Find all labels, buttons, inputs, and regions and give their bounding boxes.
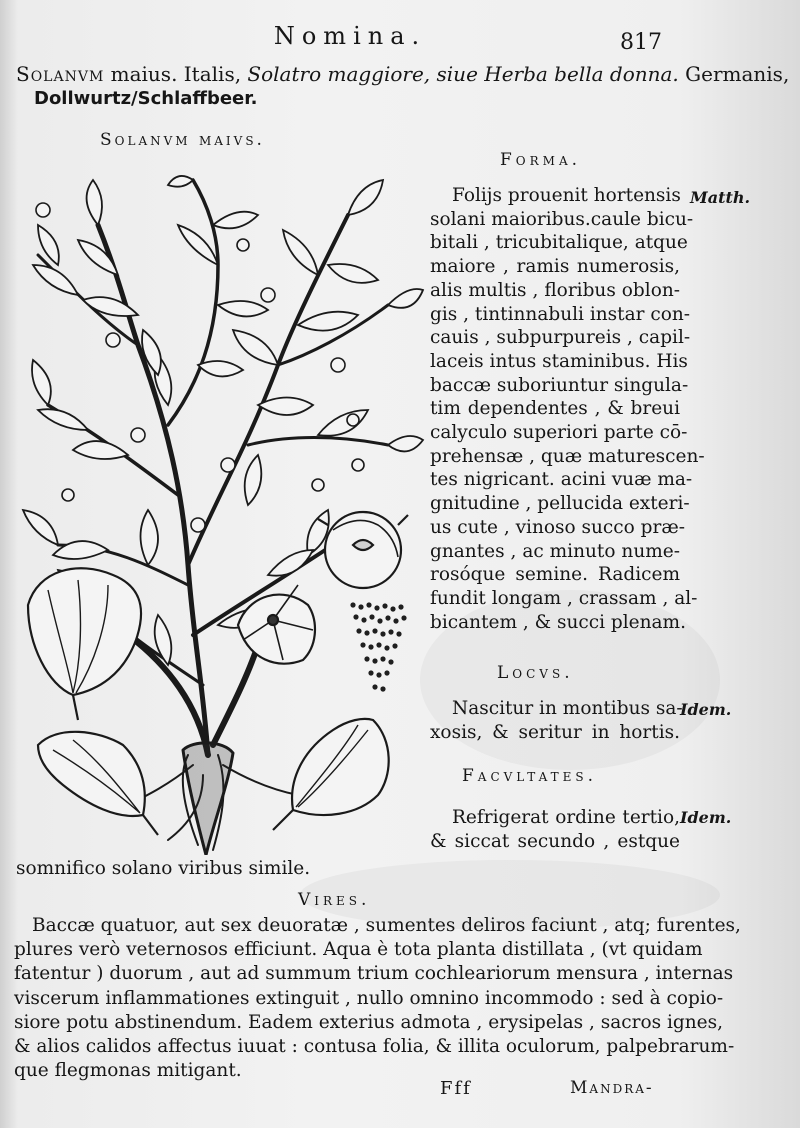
margin-note-idem: Idem.: [680, 808, 732, 827]
page-number: 817: [620, 30, 662, 55]
text-line: que flegmonas mitigant.: [14, 1060, 242, 1082]
plant-name-lead: Solanvm: [16, 62, 105, 86]
text-line: bicantem , & succi plenam.: [430, 611, 686, 633]
text-line: alis multis , floribus oblon-: [430, 279, 680, 301]
section-heading-vires: Vires.: [298, 890, 371, 910]
text-line: tes nigricant. acini vuæ ma-: [430, 469, 693, 491]
signature-mark: Fff: [440, 1078, 472, 1099]
text-line: us cute , vinoso succo præ-: [430, 516, 685, 538]
section-heading-facultates: Facvltates.: [462, 766, 598, 786]
text-line: rosóque semine. Radicem: [430, 564, 680, 586]
text-line: plures verò veternosos efficiunt. Aqua è tota planta distillata , (vt quidam: [14, 939, 703, 961]
text-line: & alios calidos affectus iuuat : contusa folia, & illita oculorum, palpebrarum-: [14, 1036, 735, 1058]
text-line: laceis intus staminibus. His: [430, 350, 688, 372]
text-line: siore potu abstinendum. Eadem exterius admota , erysipelas , sacros ignes,: [14, 1011, 723, 1033]
section-heading-locus: Locvs.: [497, 663, 574, 683]
text-line: solani maioribus.caule bicu-: [430, 208, 694, 230]
text-line: gnitudine , pellucida exteri-: [430, 493, 690, 515]
catchword: Mandra-: [570, 1078, 654, 1098]
text-line: fatentur ) duorum , aut ad summum trium cochleariorum mensura , internas: [14, 963, 734, 985]
text-line: baccæ suboriuntur singula-: [430, 374, 689, 396]
facultates-continuation: somnifico solano viribus simile.: [16, 858, 311, 879]
plant-names-line-1: [16, 62, 789, 86]
text-line: Nascitur in montibus sa-: [452, 698, 683, 719]
text-line: cauis , subpurpureis , capil-: [430, 327, 691, 349]
text-line: Folijs prouenit hortensis: [452, 185, 681, 206]
locus-text: [430, 697, 683, 744]
text-line: Baccæ quatuor, aut sex deuoratæ , sumentes deliros faciunt , atq; furentes,: [32, 915, 741, 936]
belladonna-woodcut-illustration: [18, 165, 428, 855]
text-line: prehensæ , quæ maturescen-: [430, 445, 705, 467]
plant-name-end: Germanis,: [678, 62, 790, 86]
text-line: viscerum inflammationes extinguit , nullo omnino incommodo : sed à copio-: [14, 987, 724, 1009]
text-line: bitali , tricubitalique, atque: [430, 232, 688, 254]
margin-note-idem: Idem.: [680, 700, 732, 719]
text-line: & siccat secundo , estque: [430, 830, 680, 852]
facultates-text: [430, 806, 680, 853]
text-line: calyculo superiori parte cō-: [430, 422, 688, 444]
section-heading-forma: Forma.: [500, 150, 582, 170]
figure-title: Solanvm maivs.: [100, 130, 265, 150]
text-line: gnantes , ac minuto nume-: [430, 540, 680, 562]
text-line: Refrigerat ordine tertio,: [452, 807, 680, 828]
text-line: tim dependentes , & breui: [430, 398, 680, 420]
text-line: xosis, & seritur in hortis.: [430, 721, 680, 743]
running-title: Nomina.: [273, 22, 427, 50]
vires-text: [14, 914, 741, 1083]
german-names: Dollwurtz/Schlaffbeer.: [34, 88, 258, 109]
plant-name-text: maius. Italis,: [104, 62, 248, 86]
margin-note-matth: Matth.: [690, 188, 751, 207]
text-line: maiore , ramis numerosis,: [430, 256, 680, 278]
text-line: gis , tintinnabuli instar con-: [430, 303, 691, 325]
text-line: fundit longam , crassam , al-: [430, 587, 698, 609]
italian-names: Solatro maggiore, siue Herba bella donna.: [247, 62, 679, 86]
forma-text: [430, 184, 705, 634]
